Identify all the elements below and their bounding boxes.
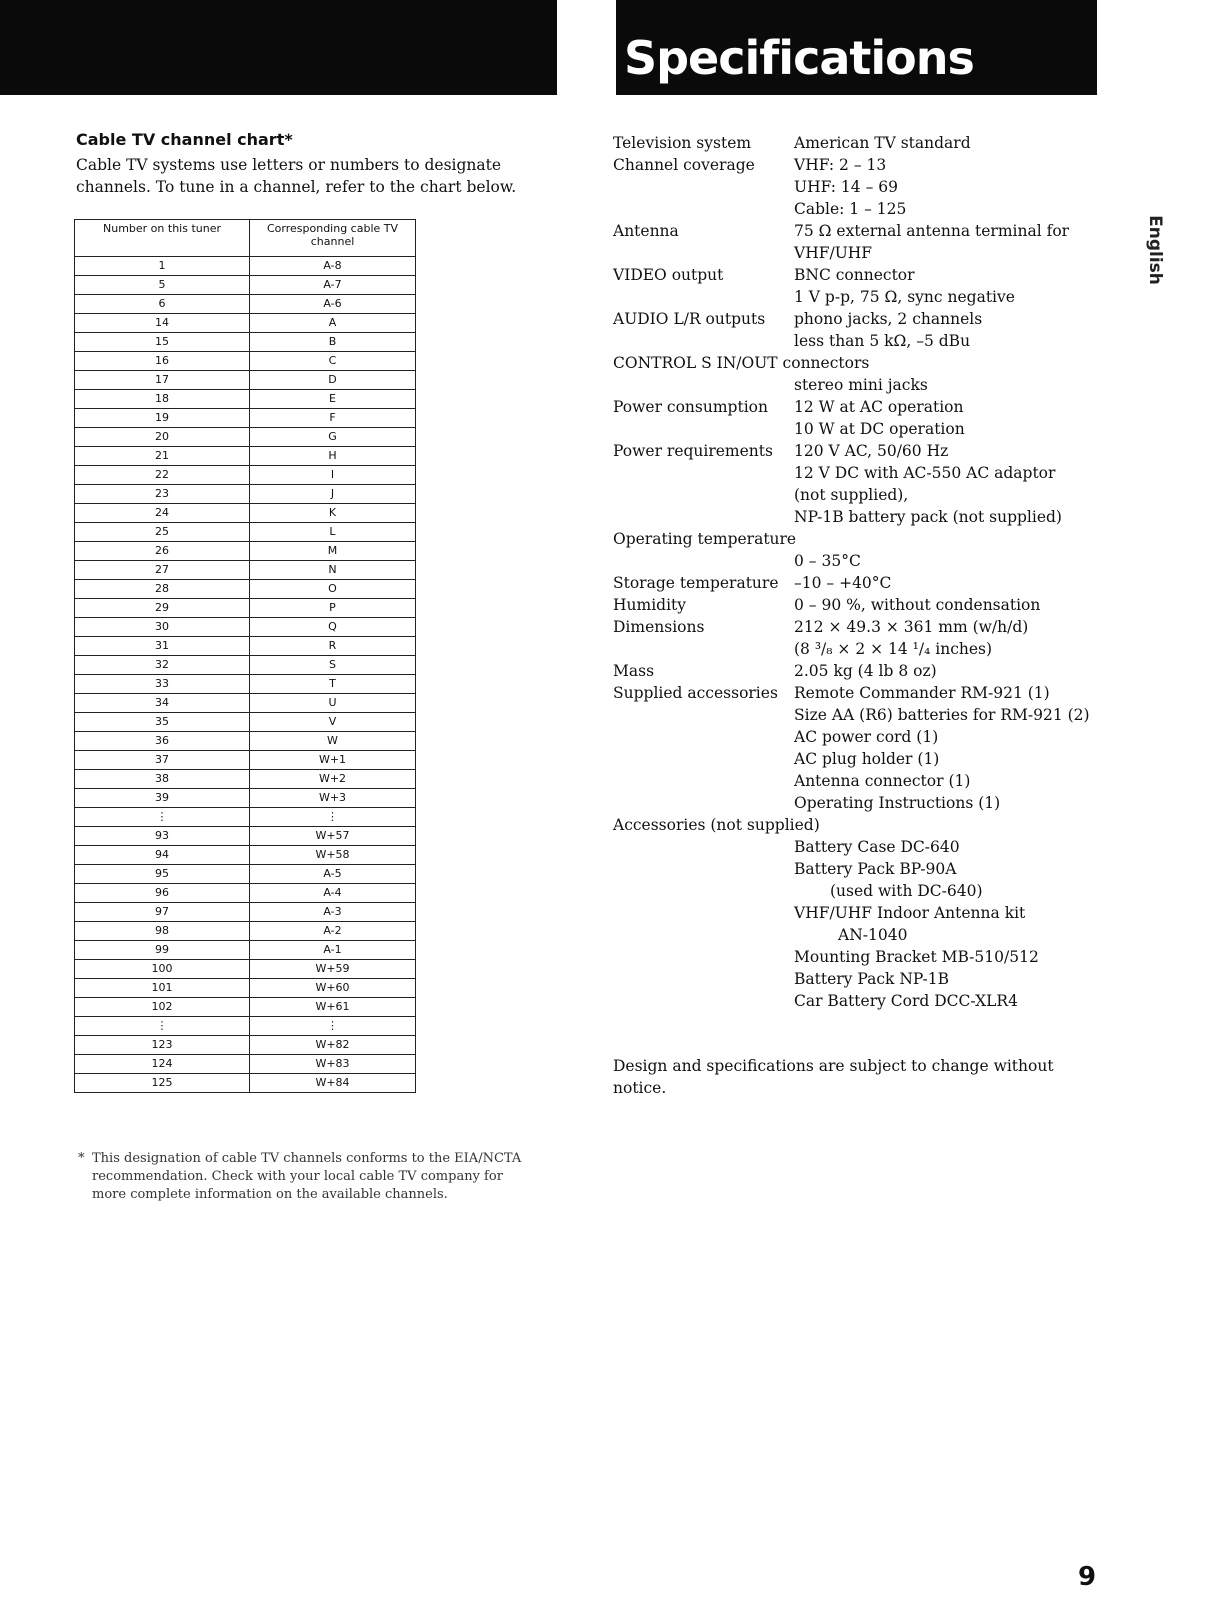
tuner-number-cell: 124 (75, 1055, 250, 1074)
cable-channel-cell: W+58 (250, 846, 416, 865)
spec-row (613, 638, 1133, 660)
cable-channel-cell: A-6 (250, 295, 416, 314)
cable-channel-cell: A-5 (250, 865, 416, 884)
table-row (75, 1017, 416, 1036)
tuner-number-cell: 29 (75, 599, 250, 618)
col-header-cable-channel: Corresponding cable TV channel (250, 220, 416, 257)
spec-row (613, 330, 1133, 352)
tuner-number-cell: 100 (75, 960, 250, 979)
spec-value: –10 – +40°C (794, 574, 892, 592)
spec-label: VIDEO output (613, 266, 724, 284)
spec-row (613, 484, 1133, 506)
tuner-number-cell: 95 (75, 865, 250, 884)
table-row (75, 447, 416, 466)
table-row (75, 485, 416, 504)
table-row (75, 789, 416, 808)
spec-row (613, 154, 1133, 176)
spec-value: 12 W at AC operation (794, 398, 964, 416)
table-row (75, 295, 416, 314)
table-row (75, 542, 416, 561)
table-row (75, 808, 416, 827)
table-row (75, 504, 416, 523)
spec-value: (used with DC-640) (830, 882, 983, 900)
spec-value: UHF: 14 – 69 (794, 178, 898, 196)
header-bar-left (0, 0, 557, 95)
spec-value: VHF/UHF (794, 244, 873, 262)
table-row (75, 257, 416, 276)
spec-label: Humidity (613, 596, 687, 614)
spec-row (613, 308, 1133, 330)
table-row (75, 675, 416, 694)
cable-channel-cell: A (250, 314, 416, 333)
spec-row (613, 374, 1133, 396)
cable-channel-cell: W+61 (250, 998, 416, 1017)
spec-row (613, 506, 1133, 528)
channel-table-header (75, 220, 416, 257)
table-row (75, 352, 416, 371)
table-row (75, 979, 416, 998)
table-row (75, 1055, 416, 1074)
tuner-number-cell: 17 (75, 371, 250, 390)
table-row (75, 827, 416, 846)
language-tab (1135, 210, 1175, 290)
cable-channel-cell: W+59 (250, 960, 416, 979)
cable-channel-cell: W+1 (250, 751, 416, 770)
cable-channel-cell: V (250, 713, 416, 732)
table-row (75, 922, 416, 941)
cable-channel-cell: W (250, 732, 416, 751)
spec-value: 12 V DC with AC-550 AC adaptor (794, 464, 1056, 482)
cable-channel-cell: B (250, 333, 416, 352)
spec-row (613, 880, 1133, 902)
tuner-number-cell: 35 (75, 713, 250, 732)
footnote-text: This designation of cable TV channels conforms to the EIA/NCTA recommendation. Check with your local cable TV company for more complete information on the available channels. (92, 1151, 522, 1202)
chart-heading: Cable TV channel chart* (76, 130, 293, 149)
spec-value: 0 – 90 %, without condensation (794, 596, 1041, 614)
tuner-number-cell: 93 (75, 827, 250, 846)
cable-channel-cell: W+60 (250, 979, 416, 998)
spec-row (613, 572, 1133, 594)
table-row (75, 884, 416, 903)
spec-value: 10 W at DC operation (794, 420, 965, 438)
cable-channel-cell: N (250, 561, 416, 580)
tuner-number-cell: 27 (75, 561, 250, 580)
tuner-number-cell: 14 (75, 314, 250, 333)
spec-label: Storage temperature (613, 574, 779, 592)
spec-value: Remote Commander RM-921 (1) (794, 684, 1050, 702)
tuner-number-cell: 39 (75, 789, 250, 808)
chart-intro: Cable TV systems use letters or numbers to designate channels. To tune in a channel, refer to the chart below. (76, 156, 517, 196)
cable-channel-cell: A-1 (250, 941, 416, 960)
spec-row (613, 528, 1133, 550)
cable-channel-cell: ⋮ (250, 1017, 416, 1036)
cable-channel-cell: C (250, 352, 416, 371)
spec-row (613, 220, 1133, 242)
spec-row (613, 176, 1133, 198)
spec-value: 212 × 49.3 × 361 mm (w/h/d) (794, 618, 1029, 636)
table-row (75, 770, 416, 789)
cable-channel-cell: A-4 (250, 884, 416, 903)
spec-value: Antenna connector (1) (794, 772, 971, 790)
spec-row (613, 440, 1133, 462)
spec-row (613, 770, 1133, 792)
tuner-number-cell: 32 (75, 656, 250, 675)
table-row (75, 656, 416, 675)
spec-value: AN-1040 (838, 926, 908, 944)
cable-channel-cell: J (250, 485, 416, 504)
cable-channel-cell: I (250, 466, 416, 485)
spec-label: Television system (613, 134, 752, 152)
spec-label: Power requirements (613, 442, 773, 460)
cable-channel-cell: W+83 (250, 1055, 416, 1074)
cable-channel-cell: A-3 (250, 903, 416, 922)
spec-label: Dimensions (613, 618, 705, 636)
table-row (75, 618, 416, 637)
spec-value: 75 Ω external antenna terminal for (794, 222, 1070, 240)
spec-label: Supplied accessories (613, 684, 778, 702)
spec-row (613, 726, 1133, 748)
table-row (75, 903, 416, 922)
tuner-number-cell: 36 (75, 732, 250, 751)
table-row (75, 1074, 416, 1093)
table-row (75, 941, 416, 960)
tuner-number-cell: 102 (75, 998, 250, 1017)
spec-row (613, 418, 1133, 440)
spec-row (613, 946, 1133, 968)
tuner-number-cell: 34 (75, 694, 250, 713)
tuner-number-cell: 20 (75, 428, 250, 447)
spec-label: Accessories (not supplied) (613, 816, 820, 834)
tuner-number-cell: 28 (75, 580, 250, 599)
tuner-number-cell: 23 (75, 485, 250, 504)
spec-value: (8 ³/₈ × 2 × 14 ¹/₄ inches) (794, 640, 993, 658)
tuner-number-cell: 24 (75, 504, 250, 523)
tuner-number-cell: 31 (75, 637, 250, 656)
spec-value: VHF/UHF Indoor Antenna kit (794, 904, 1026, 922)
spec-row (613, 660, 1133, 682)
change-notice: Design and specifications are subject to change without notice. (613, 1057, 1054, 1097)
spec-row (613, 462, 1133, 484)
spec-value: Battery Case DC-640 (794, 838, 960, 856)
cable-channel-cell: D (250, 371, 416, 390)
table-row (75, 865, 416, 884)
spec-row (613, 550, 1133, 572)
spec-value: Battery Pack NP-1B (794, 970, 949, 988)
cable-channel-cell: E (250, 390, 416, 409)
cable-channel-cell: A-2 (250, 922, 416, 941)
spec-label: Operating temperature (613, 530, 797, 548)
spec-row (613, 704, 1133, 726)
tuner-number-cell: ⋮ (75, 808, 250, 827)
cable-channel-cell: S (250, 656, 416, 675)
table-row (75, 276, 416, 295)
table-row (75, 523, 416, 542)
spec-label: Mass (613, 662, 655, 680)
tuner-number-cell: 5 (75, 276, 250, 295)
tuner-number-cell: 99 (75, 941, 250, 960)
spec-value: Cable: 1 – 125 (794, 200, 907, 218)
table-row (75, 466, 416, 485)
cable-channel-cell: F (250, 409, 416, 428)
spec-value: BNC connector (794, 266, 915, 284)
spec-value: (not supplied), (794, 486, 909, 504)
tuner-number-cell: 22 (75, 466, 250, 485)
spec-value: 0 – 35°C (794, 552, 861, 570)
spec-value: less than 5 kΩ, –5 dBu (794, 332, 971, 350)
spec-row (613, 616, 1133, 638)
tuner-number-cell: 123 (75, 1036, 250, 1055)
tuner-number-cell: 33 (75, 675, 250, 694)
cable-channel-cell: H (250, 447, 416, 466)
table-row (75, 371, 416, 390)
spec-row (613, 682, 1133, 704)
cable-channel-cell: Q (250, 618, 416, 637)
spec-row (613, 198, 1133, 220)
spec-value: 2.05 kg (4 lb 8 oz) (794, 662, 937, 680)
table-row (75, 580, 416, 599)
spec-value: 1 V p-p, 75 Ω, sync negative (794, 288, 1015, 306)
spec-row (613, 594, 1133, 616)
spec-label: AUDIO L/R outputs (613, 310, 766, 328)
spec-value: VHF: 2 – 13 (794, 156, 887, 174)
spec-value: Battery Pack BP-90A (794, 860, 957, 878)
spec-label: Channel coverage (613, 156, 755, 174)
cable-channel-cell: ⋮ (250, 808, 416, 827)
tuner-number-cell: 98 (75, 922, 250, 941)
tuner-number-cell: 21 (75, 447, 250, 466)
spec-value: American TV standard (794, 134, 971, 152)
spec-value: stereo mini jacks (794, 376, 928, 394)
spec-row (613, 352, 1133, 374)
table-row (75, 846, 416, 865)
tuner-number-cell: 30 (75, 618, 250, 637)
channel-table-body (75, 257, 416, 1093)
cable-channel-cell: T (250, 675, 416, 694)
spec-value: phono jacks, 2 channels (794, 310, 983, 328)
tuner-number-cell: ⋮ (75, 1017, 250, 1036)
table-row (75, 314, 416, 333)
table-row (75, 428, 416, 447)
specifications-list (613, 132, 1133, 1012)
tuner-number-cell: 6 (75, 295, 250, 314)
page-number: 9 (1078, 1562, 1097, 1592)
spec-row (613, 902, 1133, 924)
channel-table (74, 219, 416, 1093)
spec-row (613, 792, 1133, 814)
spec-row (613, 858, 1133, 880)
spec-value: Car Battery Cord DCC-XLR4 (794, 992, 1018, 1010)
tuner-number-cell: 97 (75, 903, 250, 922)
spec-row (613, 748, 1133, 770)
spec-value: 120 V AC, 50/60 Hz (794, 442, 949, 460)
spec-row (613, 286, 1133, 308)
spec-value: NP-1B battery pack (not supplied) (794, 508, 1062, 526)
tuner-number-cell: 96 (75, 884, 250, 903)
spec-row (613, 242, 1133, 264)
spec-row (613, 836, 1133, 858)
cable-channel-cell: U (250, 694, 416, 713)
spec-row (613, 924, 1133, 946)
cable-channel-cell: K (250, 504, 416, 523)
table-row (75, 637, 416, 656)
page-title: Specifications (624, 31, 974, 85)
spec-value: Operating Instructions (1) (794, 794, 1001, 812)
tuner-number-cell: 101 (75, 979, 250, 998)
table-row (75, 333, 416, 352)
table-row (75, 960, 416, 979)
table-row (75, 390, 416, 409)
footnote-mark: * (78, 1151, 85, 1166)
tuner-number-cell: 19 (75, 409, 250, 428)
table-row (75, 561, 416, 580)
cable-channel-cell: L (250, 523, 416, 542)
cable-channel-cell: A-7 (250, 276, 416, 295)
tuner-number-cell: 125 (75, 1074, 250, 1093)
table-row (75, 694, 416, 713)
spec-label: CONTROL S IN/OUT connectors (613, 354, 870, 372)
cable-channel-cell: W+82 (250, 1036, 416, 1055)
tuner-number-cell: 16 (75, 352, 250, 371)
table-row (75, 409, 416, 428)
cable-channel-cell: O (250, 580, 416, 599)
table-row (75, 998, 416, 1017)
table-row (75, 599, 416, 618)
language-tab-label: English (1145, 215, 1165, 285)
spec-value: Size AA (R6) batteries for RM-921 (2) (794, 706, 1090, 724)
spec-label: Power consumption (613, 398, 768, 416)
cable-channel-cell: W+57 (250, 827, 416, 846)
cable-channel-cell: W+3 (250, 789, 416, 808)
cable-channel-cell: M (250, 542, 416, 561)
tuner-number-cell: 37 (75, 751, 250, 770)
table-row (75, 713, 416, 732)
tuner-number-cell: 26 (75, 542, 250, 561)
spec-row (613, 990, 1133, 1012)
col-header-tuner-number: Number on this tuner (75, 220, 250, 257)
spec-row (613, 264, 1133, 286)
spec-value: Mounting Bracket MB-510/512 (794, 948, 1039, 966)
spec-row (613, 814, 1133, 836)
tuner-number-cell: 18 (75, 390, 250, 409)
spec-value: AC plug holder (1) (794, 750, 940, 768)
tuner-number-cell: 15 (75, 333, 250, 352)
spec-row (613, 396, 1133, 418)
table-row (75, 751, 416, 770)
cable-channel-cell: A-8 (250, 257, 416, 276)
footnote (78, 1150, 532, 1204)
cable-channel-cell: G (250, 428, 416, 447)
table-row (75, 1036, 416, 1055)
cable-channel-cell: P (250, 599, 416, 618)
cable-channel-cell: W+84 (250, 1074, 416, 1093)
tuner-number-cell: 1 (75, 257, 250, 276)
spec-label: Antenna (613, 222, 679, 240)
cable-channel-cell: W+2 (250, 770, 416, 789)
cable-channel-cell: R (250, 637, 416, 656)
spec-value: AC power cord (1) (794, 728, 939, 746)
tuner-number-cell: 25 (75, 523, 250, 542)
spec-row (613, 968, 1133, 990)
table-row (75, 732, 416, 751)
tuner-number-cell: 38 (75, 770, 250, 789)
tuner-number-cell: 94 (75, 846, 250, 865)
spec-row (613, 132, 1133, 154)
